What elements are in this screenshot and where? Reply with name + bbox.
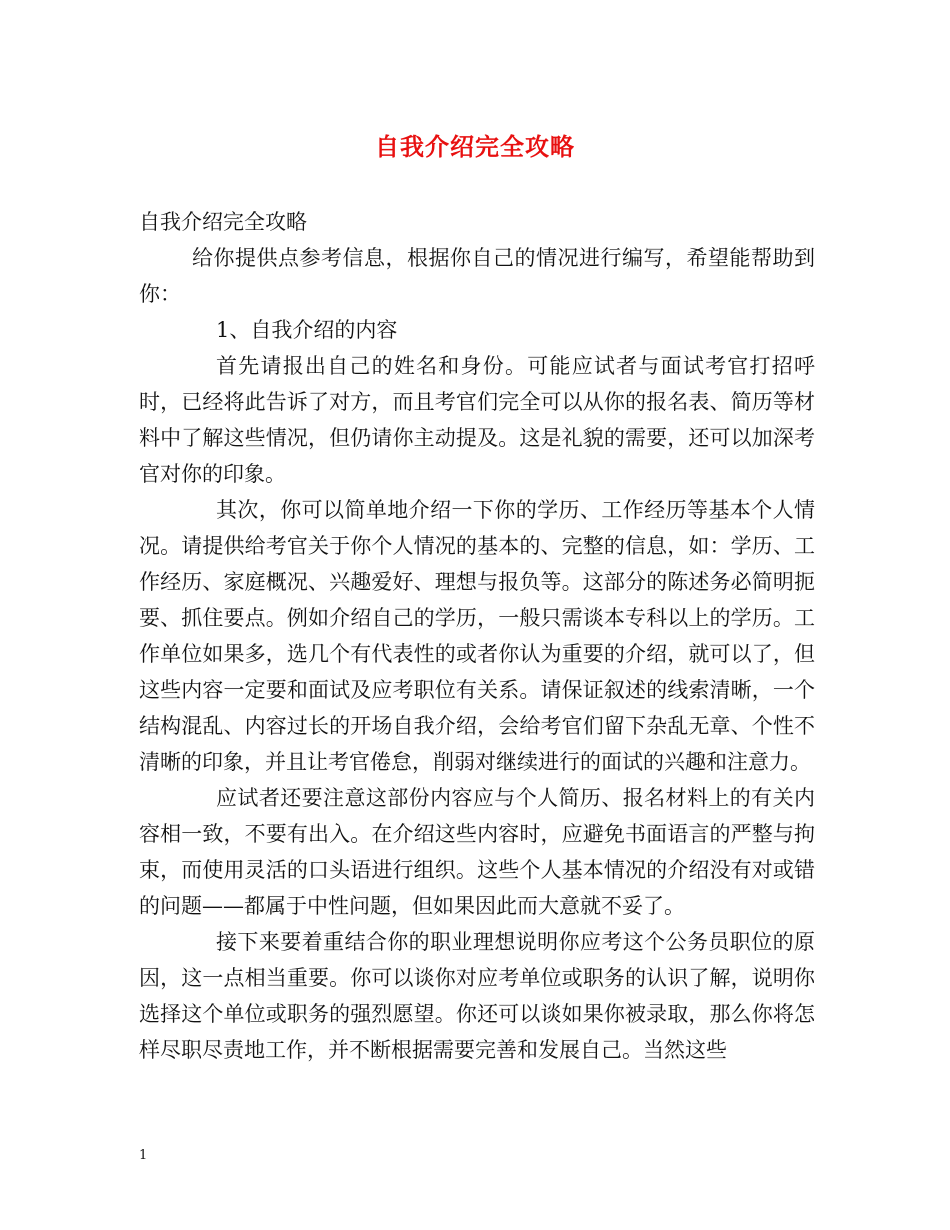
subtitle-line: 自我介绍完全攻略	[139, 210, 307, 234]
section-heading: 1、自我介绍的内容	[216, 318, 398, 342]
document-body	[139, 204, 815, 1068]
paragraph-career-motivation: 接下来要着重结合你的职业理想说明你应考这个公务员职位的原因，这一点相当重要。你可以谈你对应考单位或职务的认识了解，说明你选择这个单位或职务的强烈愿望。你还可以谈如果你被录取，那么你将怎样尽职尽责地工作，并不断根据需要完善和发展自己。当然这些	[139, 930, 815, 1062]
intro-paragraph: 给你提供点参考信息，根据你自己的情况进行编写，希望能帮助到你：	[139, 246, 815, 306]
paragraph-education-experience: 其次，你可以简单地介绍一下你的学历、工作经历等基本个人情况。请提供给考官关于你个人情况的基本的、完整的信息，如：学历、工作经历、家庭概况、兴趣爱好、理想与报负等。这部分的陈述务必简明扼要、抓住要点。例如介绍自己的学历，一般只需谈本专科以上的学历。工作单位如果多，选几个有代表性的或者你认为重要的介绍，就可以了，但这些内容一定要和面试及应考职位有关系。请保证叙述的线索清晰，一个结构混乱、内容过长的开场自我介绍，会给考官们留下杂乱无章、个性不清晰的印象，并且让考官倦怠，削弱对继续进行的面试的兴趣和注意力。	[139, 498, 815, 774]
document-title: 自我介绍完全攻略	[375, 132, 575, 161]
paragraph-consistency: 应试者还要注意这部份内容应与个人简历、报名材料上的有关内容相一致，不要有出入。在介绍这些内容时，应避免书面语言的严整与拘束，而使用灵活的口头语进行组织。这些个人基本情况的介绍没有对或错的问题——都属于中性问题，但如果因此而大意就不妥了。	[139, 786, 815, 918]
page-number: 1	[139, 1148, 148, 1163]
paragraph-name-identity: 首先请报出自己的姓名和身份。可能应试者与面试考官打招呼时，已经将此告诉了对方，而且考官们完全可以从你的报名表、简历等材料中了解这些情况，但仍请你主动提及。这是礼貌的需要，还可以加深考官对你的印象。	[139, 354, 815, 486]
